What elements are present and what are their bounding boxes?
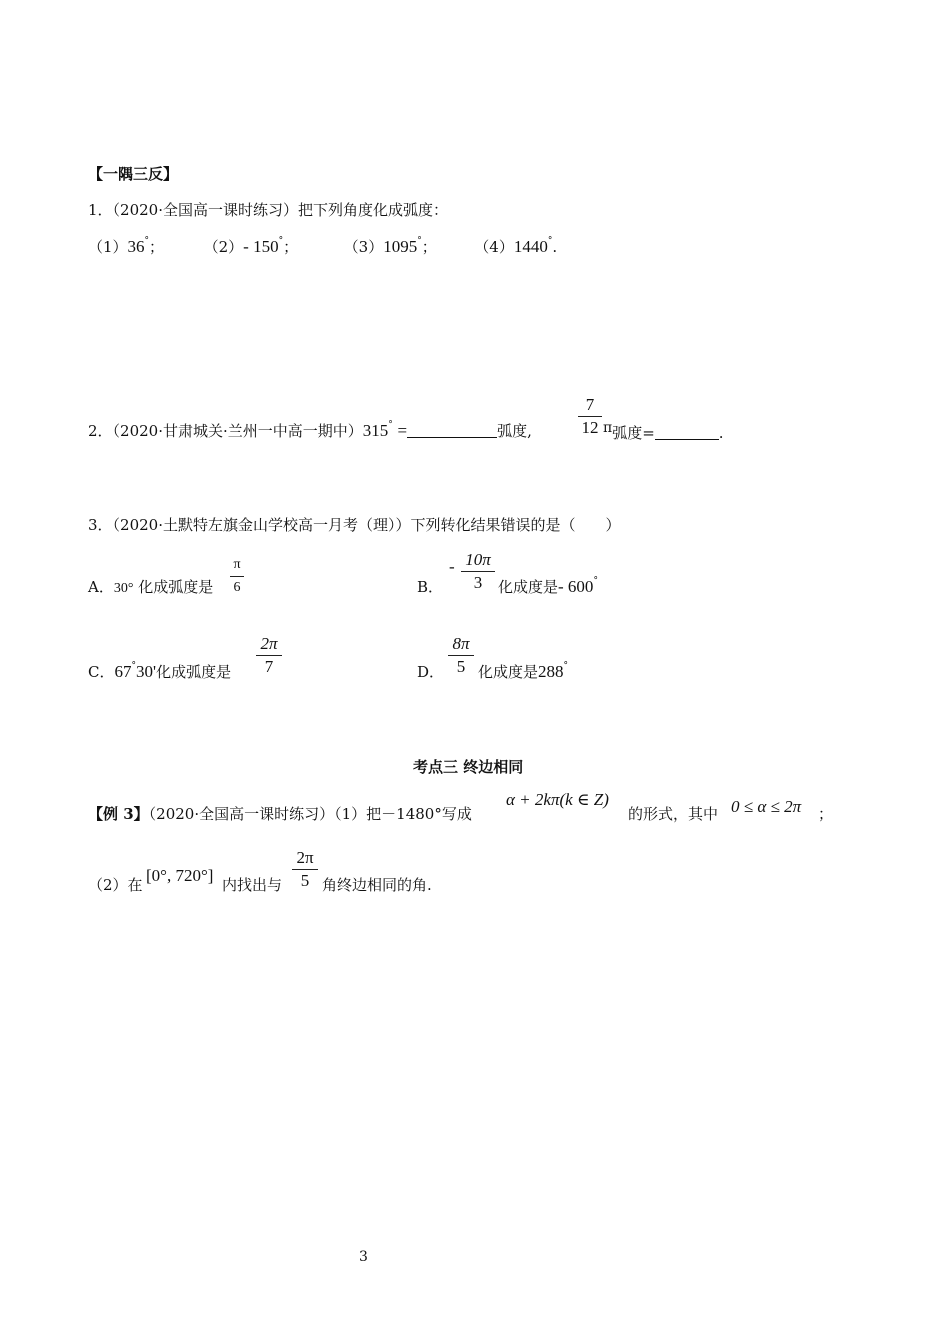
degree-mark: °: [417, 236, 422, 246]
q1-part-2-value: - 150: [243, 237, 279, 256]
option-d-denominator: 5: [456, 657, 466, 676]
example-3-mid: 的形式，其中: [628, 805, 719, 823]
example-3-end: ；: [818, 805, 834, 823]
question-1-parts: [88, 236, 557, 257]
option-c-fraction: [256, 634, 282, 677]
degree-mark: °: [278, 236, 284, 246]
q1-part-4-end: .: [552, 238, 558, 256]
option-d-tail: [478, 661, 568, 682]
option-a-denominator: 6: [233, 580, 241, 595]
degree-mark: °: [144, 236, 150, 246]
q1-part-2-end: ；: [283, 238, 299, 256]
option-a-text: 化成弧度是: [138, 578, 214, 596]
section-header: 【一隅三反】: [88, 165, 179, 183]
fraction-bar: [256, 655, 282, 656]
option-a-numerator: π: [233, 557, 241, 572]
degree-mark: °: [547, 236, 553, 246]
option-a-fraction: [230, 555, 244, 598]
option-d-text: 化成度是: [478, 663, 539, 681]
example-3-denominator: 5: [300, 871, 310, 890]
q2-answer-blank-2[interactable]: [655, 425, 719, 440]
q1-part-2-label: （2）: [203, 238, 244, 256]
q2-frac-denominator: 12: [581, 418, 599, 437]
fraction-bar: [448, 655, 474, 656]
example-3-numerator: 2π: [296, 848, 314, 867]
q1-part-3-end: ；: [421, 238, 437, 256]
q2-unit-2: 弧度=: [612, 424, 655, 442]
degree-mark: °: [388, 420, 393, 430]
degree-mark: °: [593, 576, 598, 586]
q1-part-4-label: （4）: [474, 238, 514, 256]
option-b-label-wrap[interactable]: [417, 576, 443, 597]
option-b-value: - 600: [558, 577, 594, 596]
option-b-label: B．: [417, 578, 444, 596]
fraction-bar: [230, 576, 244, 577]
page-number: 3: [359, 1249, 368, 1265]
q1-part-3-value: 1095: [383, 237, 418, 256]
option-c[interactable]: [88, 661, 231, 682]
q2-pi: π: [603, 420, 613, 436]
q2-end: .: [718, 424, 724, 442]
option-b-text: 化成度是: [498, 578, 559, 596]
example-3-fraction: [292, 848, 318, 891]
option-b-fraction: [461, 550, 495, 593]
option-a[interactable]: [88, 576, 213, 597]
option-c-angle: 67: [114, 662, 132, 681]
option-b-tail: [498, 576, 598, 597]
question-2-stem: 2．（2020·甘肃城关·兰州一中高一期中）: [88, 422, 363, 440]
q2-equals: =: [397, 421, 408, 440]
q2-fraction: [578, 395, 602, 438]
option-b-minus: -: [449, 557, 455, 576]
example-3-part-2-mid: 内找出与: [222, 876, 283, 894]
example-3-part-2-end: 角终边相同的角.: [322, 876, 432, 894]
q2-angle: 315: [362, 421, 389, 440]
example-3-stem: （2020·全国高一课时练习）（1）把－1480°写成: [148, 805, 472, 823]
example-3-formula: α + 2kπ(k ∈ Z): [506, 790, 609, 809]
q1-part-1-value: 36: [127, 237, 145, 256]
q1-part-1-end: ；: [149, 238, 165, 256]
q2-answer-blank-1[interactable]: [407, 423, 497, 438]
option-b-numerator: 10π: [465, 550, 491, 569]
option-c-numerator: 2π: [260, 634, 278, 653]
example-3-interval: [0°, 720°]: [146, 866, 214, 885]
option-d-label-wrap[interactable]: [417, 661, 444, 682]
example-3-line-1: [88, 803, 472, 824]
question-1-stem: 1．（2020·全国高一课时练习）把下列角度化成弧度：: [88, 201, 448, 219]
example-3-label: 【例 3】: [88, 805, 149, 823]
option-d-label: D．: [417, 663, 445, 681]
topic-title: 考点三 终边相同: [413, 758, 524, 776]
option-c-denominator: 7: [264, 657, 274, 676]
q2-tail: [603, 420, 724, 443]
q1-part-1-label: （1）: [88, 238, 128, 256]
option-d-value: 288: [538, 662, 564, 681]
q2-unit-1: 弧度,: [497, 422, 532, 440]
example-3-part-2-start: （2）在: [88, 876, 143, 894]
example-3-range: 0 ≤ α ≤ 2π: [731, 797, 802, 816]
option-b-denominator: 3: [473, 573, 483, 592]
fraction-bar: [578, 416, 602, 417]
q1-part-4-value: 1440: [513, 237, 548, 256]
question-2: [88, 420, 532, 441]
option-d-fraction: [448, 634, 474, 677]
option-c-text: 化成弧度是: [156, 663, 232, 681]
option-c-label: C．: [88, 663, 115, 681]
q1-part-3-label: （3）: [343, 238, 384, 256]
degree-mark: °: [131, 661, 136, 671]
degree-mark: °: [563, 661, 569, 671]
question-3-stem: 3．（2020·土默特左旗金山学校高一月考（理））下列转化结果错误的是（ ）: [88, 516, 621, 534]
q2-frac-numerator: 7: [585, 395, 595, 414]
option-a-label: A．: [88, 578, 114, 596]
option-d-numerator: 8π: [452, 634, 470, 653]
option-a-angle: 30°: [113, 581, 134, 596]
fraction-bar: [461, 571, 495, 572]
fraction-bar: [292, 869, 318, 870]
option-c-minute: 30': [135, 662, 157, 681]
